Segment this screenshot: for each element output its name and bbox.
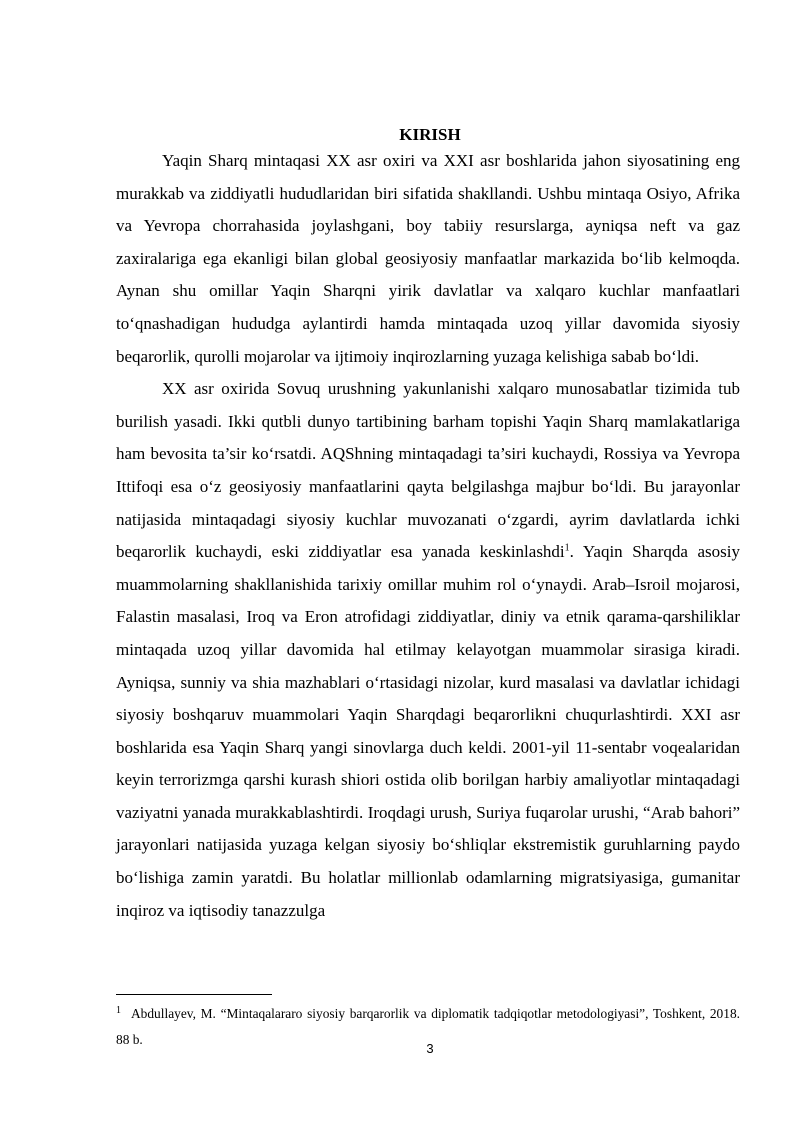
page-number: 3 <box>426 1041 434 1056</box>
paragraph-2 <box>116 373 740 927</box>
section-title: KIRISH <box>399 125 461 144</box>
footnote-separator <box>116 994 272 995</box>
paragraph-2-part-1: XX asr oxirida Sovuq urushning yakunlanishi xalqaro munosabatlar tizimida tub burilish yasadi. Ikki qutbli dunyo tartibining barham topishi Yaqin Sharq mamlakatlariga ham bevosita ta’sir ko‘rsatdi. AQShning mintaqadagi ta’siri kuchaydi, Rossiya va Yevropa Ittifoqi esa o‘z geosiyosiy manfaatlarini qayta belgilashga majbur bo‘ldi. Bu jarayonlar natijasida mintaqadagi siyosiy kuchlar muvozanati o‘zgardi, ayrim davlatlarda ichki beqarorlik kuchaydi, eski ziddiyatlar esa yanada keskinlashdi <box>116 379 740 562</box>
footnote-text: Abdullayev, M. “Mintaqalararo siyosiy barqarorlik va diplomatik tadqiqotlar metodologiyasi”, Toshkent, 2018. 88 b. <box>116 1006 740 1047</box>
body-text <box>116 145 740 927</box>
footnote-mark: 1 <box>116 1004 121 1016</box>
paragraph-2-part-2: . Yaqin Sharqda asosiy muammolarning shakllanishida tarixiy omillar muhim rol o‘ynaydi. Arab–Isroil mojarosi, Falastin masalasi, Iroq va Eron atrofidagi ziddiyatlar, diniy va etnik qarama-qarshiliklar mintaqada uzoq yillar davomida hal etilmay kelayotgan muammolar sirasiga kiradi. Ayniqsa, sunniy va shia mazhablari o‘rtasidagi nizolar, kurd masalasi va davlatlar ichidagi siyosiy boshqaruv muammolari Yaqin Sharqdagi beqarorlikni chuqurlashtirdi. XXI asr boshlarida esa Yaqin Sharq yangi sinovlarga duch keldi. 2001-yil 11-sentabr voqealaridan keyin terrorizmga qarshi kurash shiori ostida olib borilgan harbiy amaliyotlar mintaqadagi vaziyatni yanada murakkablashtirdi. Iroqdagi urush, Suriya fuqarolar urushi, “Arab bahori” jarayonlari natijasida yuzaga kelgan siyosiy bo‘shliqlar ekstremistik guruhlarning paydo bo‘lishiga zamin yaratdi. Bu holatlar millionlab odamlarning migratsiyasiga, gumanitar inqiroz va iqtisodiy tanazzulga <box>116 542 740 920</box>
paragraph-1: Yaqin Sharq mintaqasi XX asr oxiri va XXI asr boshlarida jahon siyosatining eng murakkab va ziddiyatli hududlaridan biri sifatida shakllandi. Ushbu mintaqa Osiyo, Afrika va Yevropa chorrahasida joylashgani, boy tabiiy resurslarga, ayniqsa neft va gaz zaxiralariga ega ekanligi bilan global geosiyosiy manfaatlar markazida bo‘lib kelmoqda. Aynan shu omillar Yaqin Sharqni yirik davlatlar va xalqaro kuchlar manfaatlari to‘qnashadigan hududga aylantirdi hamda mintaqada uzoq yillar davomida siyosiy beqarorlik, qurolli mojarolar va ijtimoiy inqirozlarning yuzaga kelishiga sabab bo‘ldi. <box>116 151 740 366</box>
footnote-reference[interactable]: 1 <box>564 542 570 554</box>
